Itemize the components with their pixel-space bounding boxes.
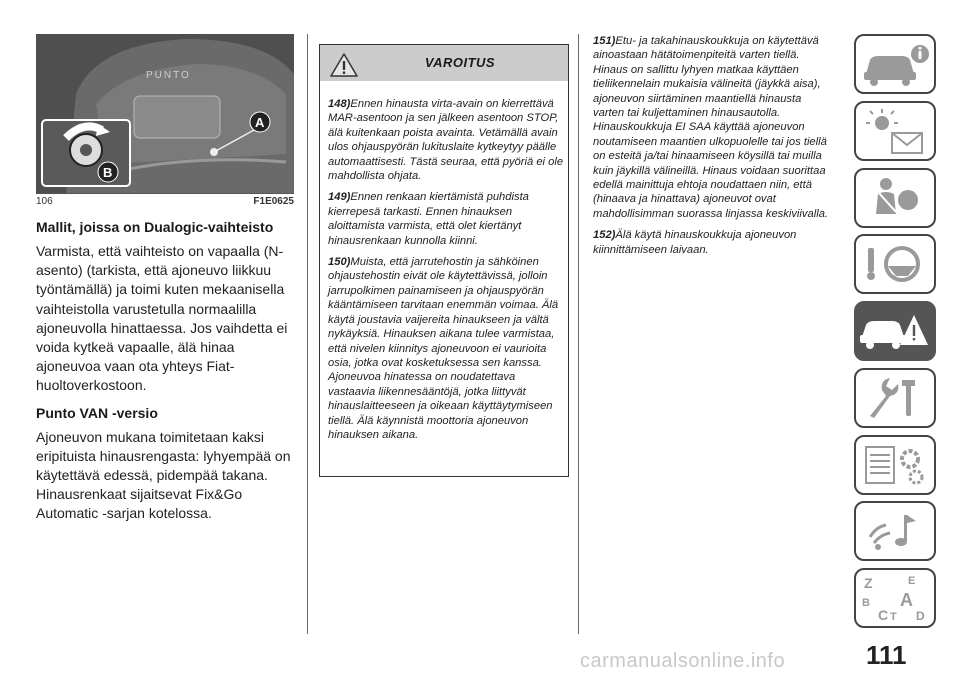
figure-106: [36, 34, 294, 194]
column-1: [36, 218, 298, 524]
tab-maintenance[interactable]: [854, 368, 936, 428]
tab-car-info[interactable]: [854, 34, 936, 94]
steering-wheel-icon: [856, 236, 934, 292]
paragraph-dualogic: Varmista, että vaihteisto on vapaalla (N-asento) (tarkista, että ajoneuvo liikkuu työntämällä) ja toimi kuten mekaanisella vaihteistolla varustetulla normaalilla ajoneuvolla hinattaessa. Jos vaihdetta ei voida kytkeä vapaalle, älä hinaa ajoneuvoa vaan ota yhteys Fiat-huoltoverkostoon.: [36, 243, 288, 394]
warning-light-envelope-icon: [856, 103, 934, 159]
seatbelt-airbag-icon: [856, 170, 934, 226]
column-divider-1: [307, 34, 308, 634]
note-text: Ennen hinausta virta-avain on kierrettävä MAR-asentoon ja sen jälkeen asentoon STOP, älä kuitenkaan poista avainta. Vetämällä avain ulos ohjauspyörän lukituslaite kytkeytyy päälle automaattisesti. Tästä seuraa, että pyöriä ei ole mahdollista ohjata.: [328, 98, 564, 183]
heading-punto-van: Punto VAN -versio: [36, 404, 158, 421]
svg-text:A: A: [900, 590, 913, 610]
svg-text:E: E: [908, 575, 916, 587]
tab-lights-messages[interactable]: [854, 101, 936, 161]
note-text: Etu- ja takahinauskoukkuja on käytettävä ainoastaan hätätoimenpiteitä varten tiellä. Hinaus on sallittu lyhyen matkaa käyttäen tieliikennelain mukaisia välineitä (jäykkä aisa), ajoneuvon siirtäminen maantiellä hinausta varten tai kuljettaminen hinausautolla. Hinauskoukkuja EI SAA käyttää ajoneuvon noutamiseen maantien ulkopuolelle tai jos tiellä on esteitä ja/tai hinaamiseen köysillä tai muilla kuin jäykillä välineillä. Hinaus voidaan suorittaa edellä mainittuja ehtoja noudattaen niin, että (hinaava ja hinattava) ajoneuvot ovat mahdollisimman suorassa linjassa keskiviivalla.: [593, 35, 829, 220]
note-number: 150): [328, 256, 351, 269]
column-divider-2: [578, 34, 579, 634]
paragraph-towing-rings: Ajoneuvon mukana toimitetaan kaksi eripituista hinausrengasta: lyhyempää on käytettävä edessä, pidempää takana.: [36, 428, 291, 484]
svg-text:C: C: [878, 607, 889, 623]
figure-caption: [36, 196, 294, 210]
tab-index[interactable]: [854, 568, 936, 628]
watermark: carmanualsonline.info: [580, 650, 786, 672]
tab-safety[interactable]: [854, 168, 936, 228]
warning-content: [328, 97, 564, 449]
wrench-icon: [856, 370, 934, 426]
note-number: 152): [593, 229, 616, 242]
car-info-icon: [856, 36, 934, 92]
heading-dualogic: Mallit, joissa on Dualogic-vaihteisto: [36, 219, 274, 235]
note-number: 149): [328, 191, 351, 204]
tab-multimedia[interactable]: [854, 501, 936, 561]
label-b: B: [103, 165, 113, 180]
note-149: [328, 190, 564, 248]
svg-text:Z: Z: [864, 575, 873, 591]
note-text: Ennen renkaan kiertämistä puhdista kierrepesä tarkasti. Ennen hinauksen aloittamista varmista, että olet kiertänyt hinausrenkaan kunnolla kiinni.: [328, 191, 529, 247]
label-a: A: [255, 115, 265, 130]
tab-emergency[interactable]: [854, 301, 936, 361]
note-text: Älä käytä hinauskoukkuja ajoneuvon kiinnittämiseen laivaan.: [593, 229, 797, 256]
svg-text:B: B: [862, 597, 870, 609]
note-number: 151): [593, 35, 616, 47]
car-breakdown-icon: [856, 303, 934, 359]
warning-triangle-icon: [330, 53, 358, 77]
column-3: [593, 34, 833, 264]
svg-text:T: T: [890, 611, 897, 623]
note-148: [328, 97, 564, 183]
figure-caption-rule: [36, 193, 294, 194]
paragraph-rings-location: Hinausrenkaat sijaitsevat Fix&Go Automatic -sarjan kotelossa.: [36, 486, 243, 522]
note-text: Muista, että jarrutehostin ja sähköinen ohjaustehostin eivät ole käytettävissä, jolloin jarrupolkimen painamiseen ja ohjauspyörän kääntämiseen tarvitaan enemmän voimaa. Älä käytä joustavia vaijereita hinaukseen ja vältä nykäyksiä. Hinauksen aikana tulee varmistaa, että nivelen kiinnitys ajoneuvoon ei vaurioita osia, jotka ovat kosketuksessa sen kanssa. Ajoneuvoa hinatessa on noudatettava vastaavia liikennesääntöjä, jotka liittyvät hinauslaitteeseen ja oikeaan käyttäytymiseen tiellä. Älä käynnistä moottoria ajoneuvon hinauksen aikana.: [328, 256, 559, 441]
page-number: 111: [866, 640, 907, 670]
note-number: 148): [328, 98, 351, 110]
brand-lettering: PUNTO: [146, 70, 191, 81]
note-150: [328, 255, 564, 442]
music-signal-icon: [856, 503, 934, 559]
figure-code: F1E0625: [253, 196, 294, 207]
car-rear-towing-illustration: [36, 34, 294, 194]
warning-box: [319, 44, 569, 477]
alphabet-index-icon: [856, 570, 934, 626]
warning-header: [320, 45, 568, 81]
tab-technical-data[interactable]: [854, 435, 936, 495]
note-151: [593, 34, 833, 221]
list-gear-icon: [856, 437, 934, 493]
tab-driving[interactable]: [854, 234, 936, 294]
note-152: [593, 228, 833, 257]
warning-title: VAROITUS: [424, 55, 496, 70]
svg-text:D: D: [916, 609, 925, 623]
figure-number: 106: [36, 196, 53, 207]
